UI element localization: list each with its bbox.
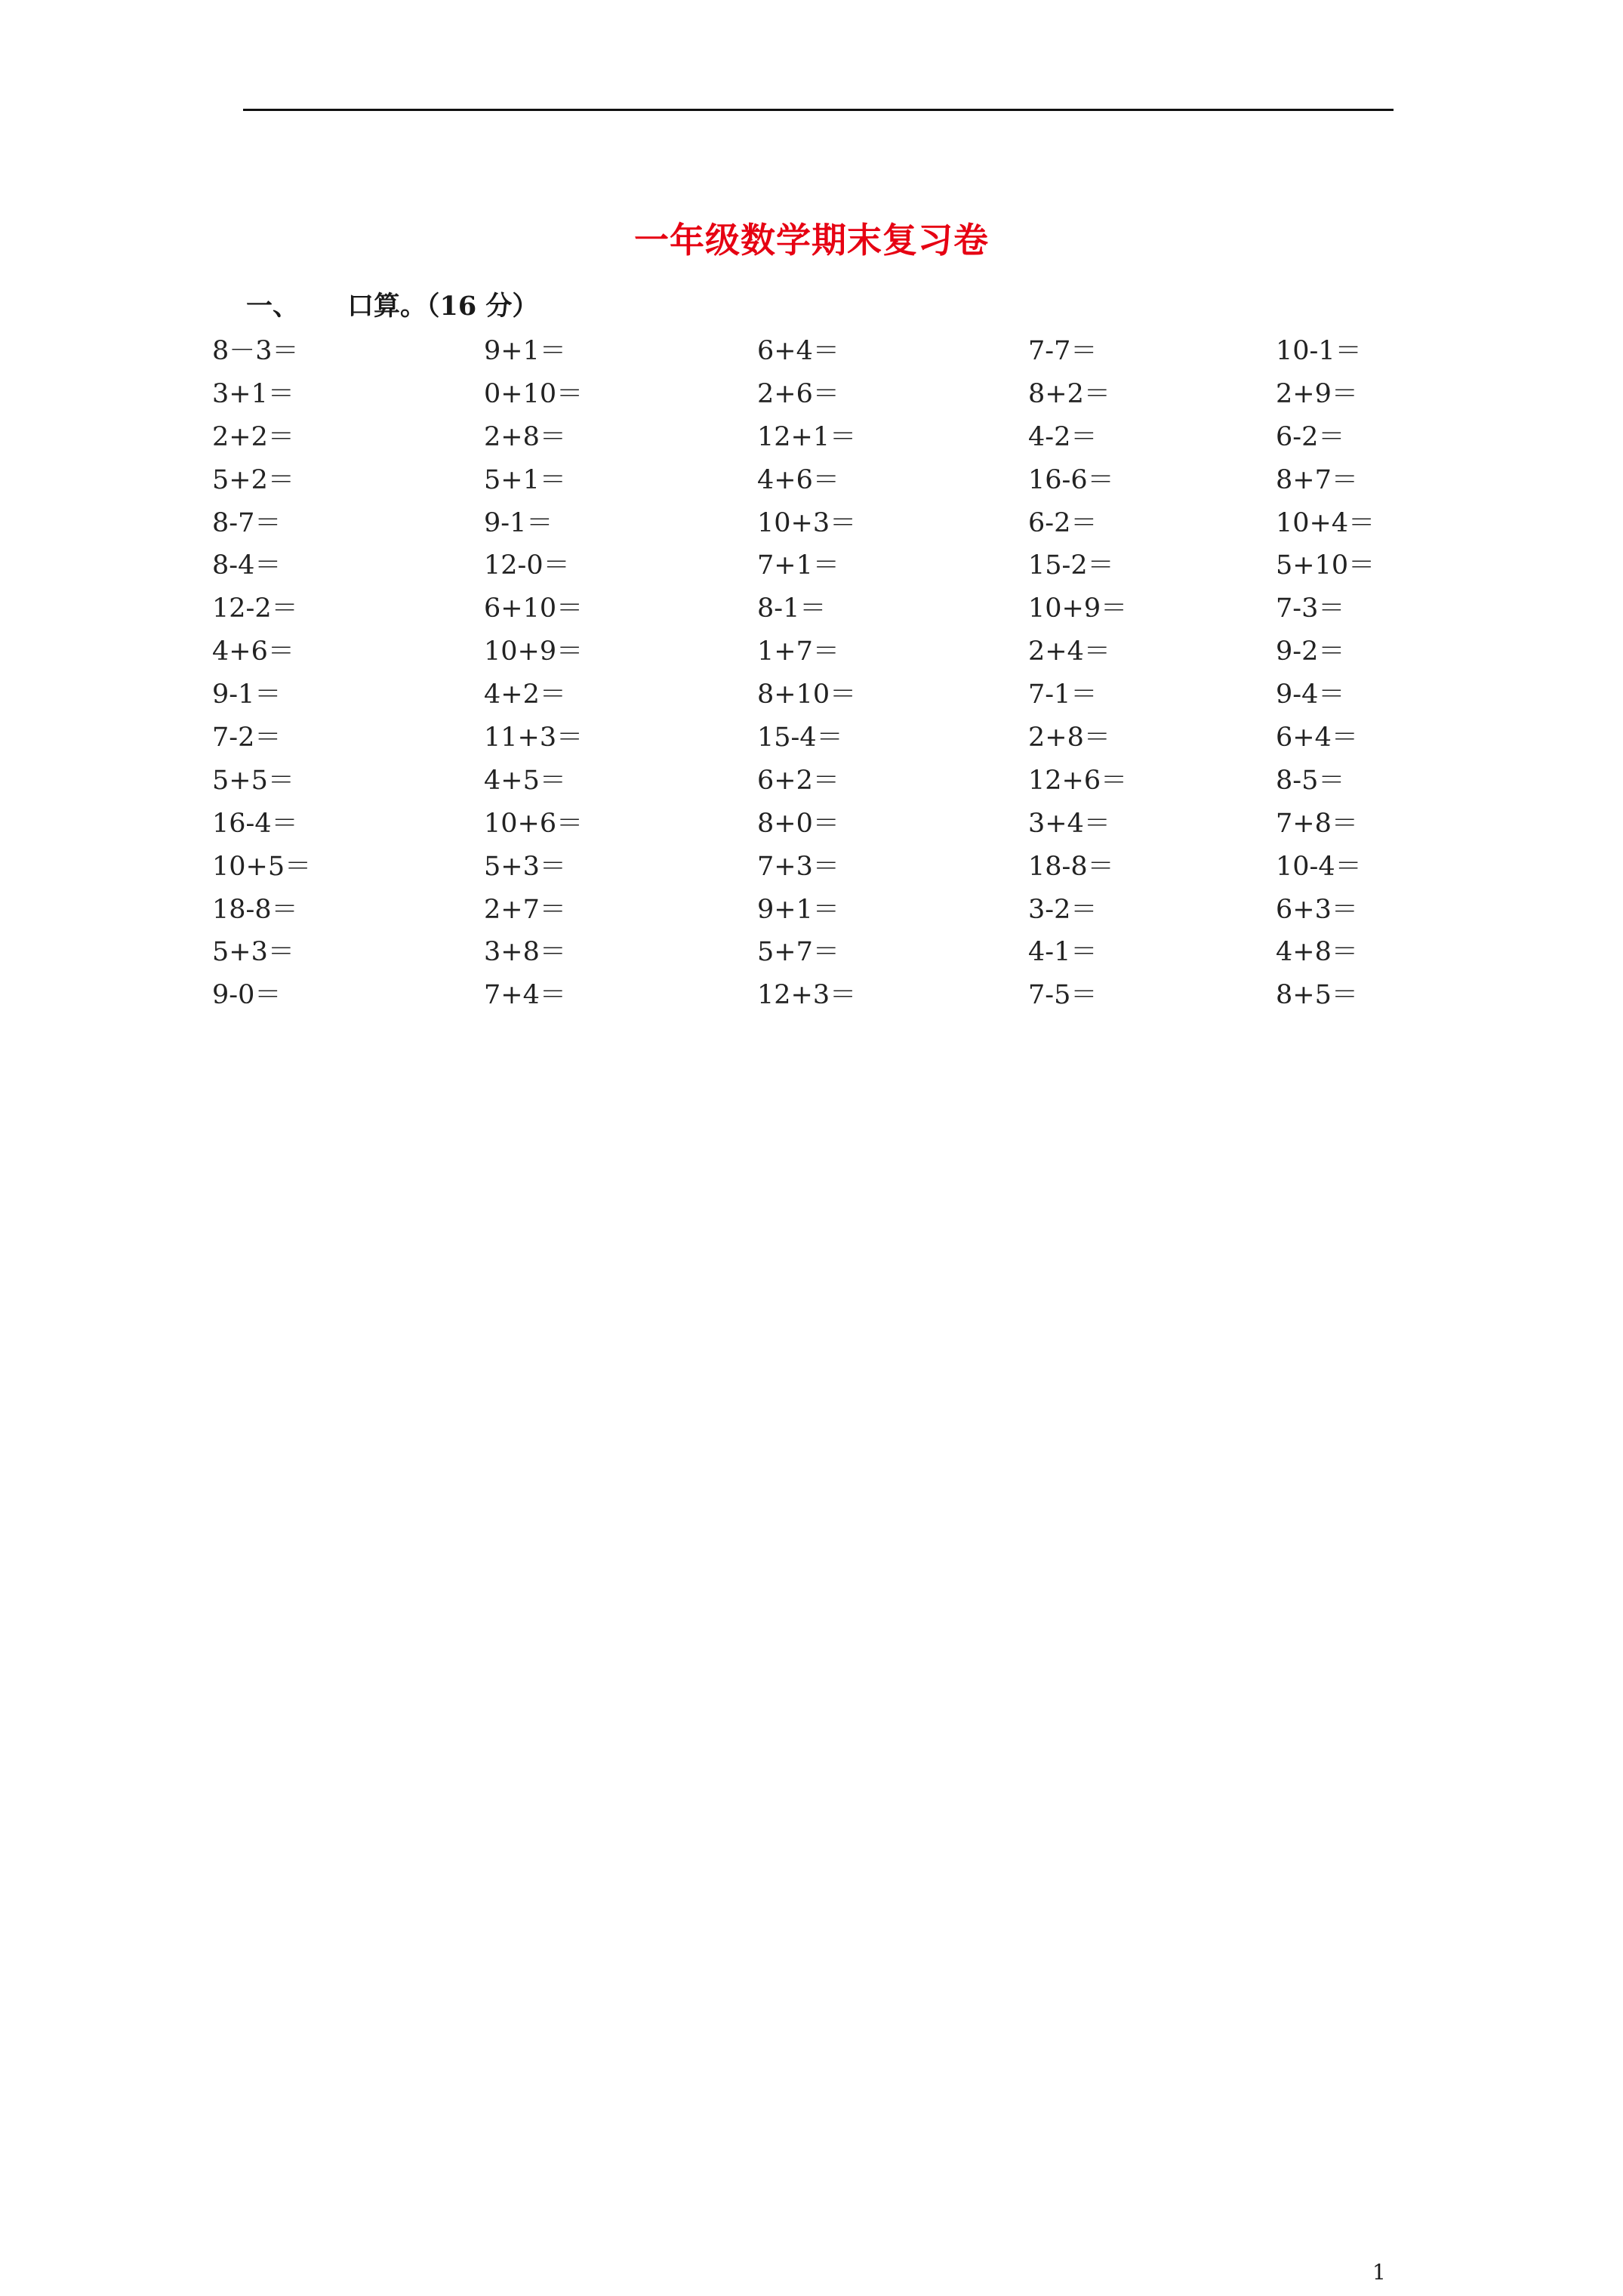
arithmetic-problem: 11+3＝ xyxy=(484,723,584,754)
arithmetic-problem: 6+10＝ xyxy=(484,593,584,624)
arithmetic-problem: 2+6＝ xyxy=(757,378,839,409)
arithmetic-problem: 4+5＝ xyxy=(484,765,566,796)
arithmetic-problem: 10-4＝ xyxy=(1276,851,1362,882)
arithmetic-problem: 2+9＝ xyxy=(1276,378,1358,409)
arithmetic-problem: 5+7＝ xyxy=(757,937,839,968)
arithmetic-problem: 12+6＝ xyxy=(1028,765,1128,796)
arithmetic-problem: 7-1＝ xyxy=(1028,680,1098,710)
problem-row xyxy=(212,803,1420,846)
arithmetic-problem: 9+1＝ xyxy=(484,336,566,366)
arithmetic-problem: 10+9＝ xyxy=(1028,593,1128,624)
problem-row xyxy=(212,630,1420,673)
arithmetic-problem: 9-0＝ xyxy=(212,980,282,1011)
arithmetic-problem: 8－3＝ xyxy=(212,336,299,366)
arithmetic-problem: 3-2＝ xyxy=(1028,894,1098,925)
problem-row xyxy=(212,673,1420,717)
arithmetic-problem: 8+10＝ xyxy=(757,680,857,710)
arithmetic-problem: 9-2＝ xyxy=(1276,636,1345,667)
problem-row xyxy=(212,760,1420,803)
problem-row xyxy=(212,846,1420,889)
arithmetic-problem: 4+6＝ xyxy=(757,464,839,495)
arithmetic-problem: 7-2＝ xyxy=(212,723,282,754)
page-number: 1 xyxy=(1372,2260,1386,2285)
arithmetic-problem: 2+8＝ xyxy=(484,421,566,452)
arithmetic-problem: 2+8＝ xyxy=(1028,723,1110,754)
arithmetic-problem: 12-0＝ xyxy=(484,550,570,581)
arithmetic-problem: 6+3＝ xyxy=(1276,894,1358,925)
problem-row xyxy=(212,502,1420,545)
arithmetic-problem: 8+7＝ xyxy=(1276,464,1358,495)
arithmetic-problem: 9-1＝ xyxy=(212,680,282,710)
header-rule xyxy=(243,109,1394,111)
arithmetic-problem: 8-4＝ xyxy=(212,550,282,581)
problem-row xyxy=(212,330,1420,373)
arithmetic-problem: 15-2＝ xyxy=(1028,550,1114,581)
problem-row xyxy=(212,373,1420,416)
arithmetic-problem: 5+10＝ xyxy=(1276,550,1375,581)
arithmetic-problem: 2+7＝ xyxy=(484,894,566,925)
arithmetic-problem: 7-5＝ xyxy=(1028,980,1098,1011)
arithmetic-problem: 8-5＝ xyxy=(1276,765,1345,796)
arithmetic-problem-grid xyxy=(212,330,1420,1017)
arithmetic-problem: 2+2＝ xyxy=(212,421,294,452)
arithmetic-problem: 10-1＝ xyxy=(1276,336,1362,366)
arithmetic-problem: 5+3＝ xyxy=(484,851,566,882)
arithmetic-problem: 2+4＝ xyxy=(1028,636,1110,667)
arithmetic-problem: 6+2＝ xyxy=(757,765,839,796)
arithmetic-problem: 0+10＝ xyxy=(484,378,584,409)
section-number: 一、 xyxy=(246,291,300,322)
arithmetic-problem: 4+8＝ xyxy=(1276,937,1358,968)
arithmetic-problem: 4-2＝ xyxy=(1028,421,1098,452)
arithmetic-problem: 6-2＝ xyxy=(1028,507,1098,538)
problem-row xyxy=(212,587,1420,630)
arithmetic-problem: 12+1＝ xyxy=(757,421,857,452)
arithmetic-problem: 5+1＝ xyxy=(484,464,566,495)
section-label: 口算。（16 分） xyxy=(347,291,539,322)
arithmetic-problem: 6+4＝ xyxy=(757,336,839,366)
arithmetic-problem: 8+5＝ xyxy=(1276,980,1358,1011)
arithmetic-problem: 18-8＝ xyxy=(212,894,298,925)
arithmetic-problem: 9-4＝ xyxy=(1276,680,1345,710)
arithmetic-problem: 15-4＝ xyxy=(757,723,843,754)
arithmetic-problem: 9-1＝ xyxy=(484,507,553,538)
section-heading xyxy=(246,288,538,325)
arithmetic-problem: 7+1＝ xyxy=(757,550,839,581)
arithmetic-problem: 10+3＝ xyxy=(757,507,857,538)
arithmetic-problem: 10+5＝ xyxy=(212,851,312,882)
arithmetic-problem: 7-7＝ xyxy=(1028,336,1098,366)
arithmetic-problem: 3+8＝ xyxy=(484,937,566,968)
arithmetic-problem: 3+1＝ xyxy=(212,378,294,409)
problem-row xyxy=(212,416,1420,459)
arithmetic-problem: 7-3＝ xyxy=(1276,593,1345,624)
page-title: 一年级数学期末复习卷 xyxy=(634,220,989,260)
arithmetic-problem: 12-2＝ xyxy=(212,593,298,624)
arithmetic-problem: 7+3＝ xyxy=(757,851,839,882)
arithmetic-problem: 8+2＝ xyxy=(1028,378,1110,409)
arithmetic-problem: 10+9＝ xyxy=(484,636,584,667)
arithmetic-problem: 16-4＝ xyxy=(212,808,298,839)
arithmetic-problem: 5+5＝ xyxy=(212,765,294,796)
arithmetic-problem: 8-7＝ xyxy=(212,507,282,538)
problem-row xyxy=(212,717,1420,760)
problem-row xyxy=(212,544,1420,587)
arithmetic-problem: 3+4＝ xyxy=(1028,808,1110,839)
arithmetic-problem: 4-1＝ xyxy=(1028,937,1098,968)
arithmetic-problem: 10+4＝ xyxy=(1276,507,1375,538)
arithmetic-problem: 7+4＝ xyxy=(484,980,566,1011)
arithmetic-problem: 8-1＝ xyxy=(757,593,827,624)
arithmetic-problem: 5+2＝ xyxy=(212,464,294,495)
arithmetic-problem: 16-6＝ xyxy=(1028,464,1114,495)
arithmetic-problem: 1+7＝ xyxy=(757,636,839,667)
arithmetic-problem: 8+0＝ xyxy=(757,808,839,839)
arithmetic-problem: 6-2＝ xyxy=(1276,421,1345,452)
problem-row xyxy=(212,931,1420,974)
arithmetic-problem: 9+1＝ xyxy=(757,894,839,925)
problem-row xyxy=(212,974,1420,1017)
arithmetic-problem: 4+2＝ xyxy=(484,680,566,710)
arithmetic-problem: 18-8＝ xyxy=(1028,851,1114,882)
arithmetic-problem: 4+6＝ xyxy=(212,636,294,667)
problem-row xyxy=(212,889,1420,932)
arithmetic-problem: 6+4＝ xyxy=(1276,723,1358,754)
arithmetic-problem: 10+6＝ xyxy=(484,808,584,839)
arithmetic-problem: 5+3＝ xyxy=(212,937,294,968)
arithmetic-problem: 12+3＝ xyxy=(757,980,857,1011)
arithmetic-problem: 7+8＝ xyxy=(1276,808,1358,839)
problem-row xyxy=(212,459,1420,502)
